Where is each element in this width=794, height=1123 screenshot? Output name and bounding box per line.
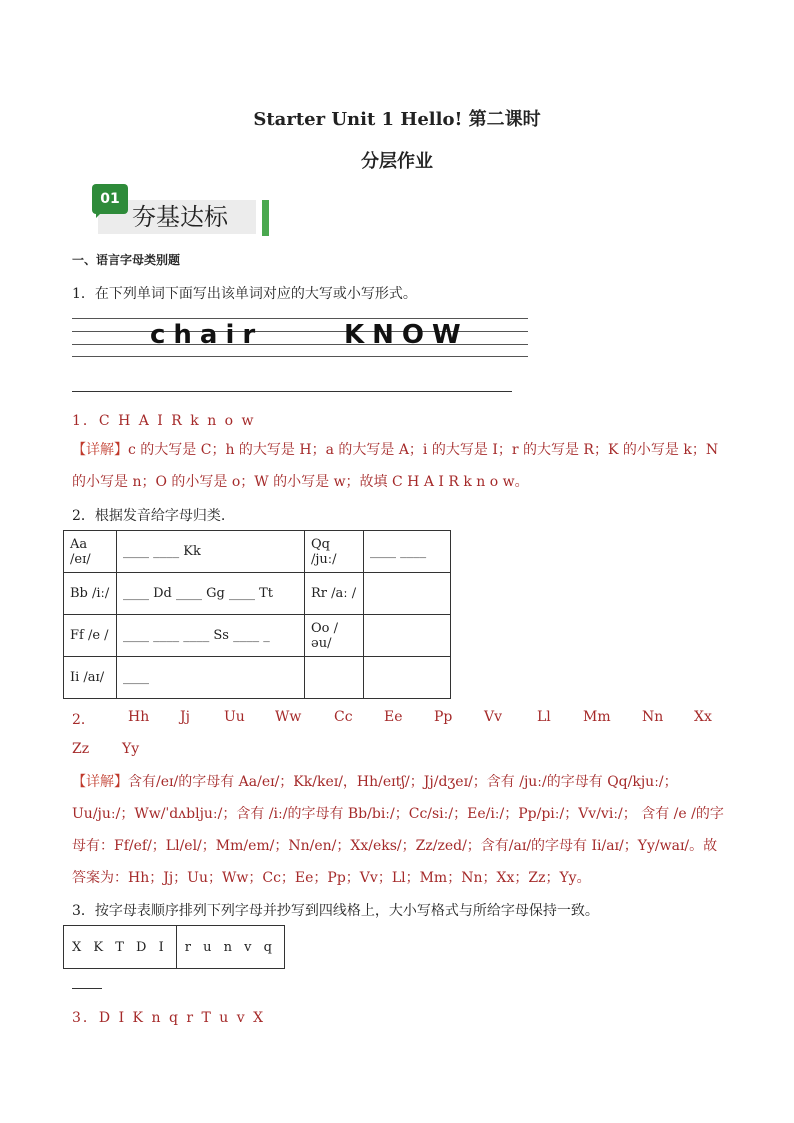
answer-letter: Cc — [334, 709, 353, 725]
table-cell: Ii /aɪ/ — [64, 657, 117, 699]
answer-letter: Mm — [583, 709, 611, 725]
table-cell: ____ ____ — [364, 531, 451, 573]
answer-letter: Zz — [72, 741, 90, 757]
letters-box-uppercase: X K T D I — [64, 926, 177, 969]
banner-label: 夯基达标 — [132, 203, 228, 231]
grid-line — [72, 318, 528, 319]
answer-letter: Xx — [694, 709, 712, 725]
badge-tail-icon — [96, 212, 102, 218]
answer-line — [72, 988, 102, 989]
phonics-table — [63, 530, 451, 699]
table-row — [64, 615, 451, 657]
word-chair: chair — [150, 320, 264, 350]
table-row — [64, 926, 285, 969]
table-cell: Ff /e / — [64, 615, 117, 657]
detail-tag: 【详解】 — [72, 774, 128, 790]
answer-letter: Ww — [275, 709, 302, 725]
answer-letter: Nn — [642, 709, 664, 725]
section-heading: 一、语言字母类别题 — [72, 253, 181, 267]
page-subtitle: 分层作业 — [361, 151, 433, 172]
answer-letter: Hh — [128, 709, 150, 725]
table-cell — [364, 657, 451, 699]
answer-letter: Yy — [122, 741, 140, 757]
answer-line — [72, 391, 512, 392]
table-cell — [364, 615, 451, 657]
banner-accent — [262, 200, 269, 236]
word-know: KNOW — [344, 320, 469, 350]
table-row — [64, 531, 451, 573]
table-row — [64, 657, 451, 699]
answer-letter: Vv — [484, 709, 503, 725]
table-cell — [364, 573, 451, 615]
page-title: Starter Unit 1 Hello! 第二课时 — [253, 109, 541, 130]
table-cell: ____ ____ ____ Ss ____ _ — [117, 615, 305, 657]
table-cell: ____ Dd ____ Gg ____ Tt — [117, 573, 305, 615]
letters-box — [63, 925, 285, 969]
question-1-detail — [72, 434, 726, 498]
table-cell: Oo /əu/ — [305, 615, 364, 657]
answer-letter: Jj — [180, 709, 190, 725]
banner-badge: 01 — [92, 184, 128, 214]
table-cell: Aa /eɪ/ — [64, 531, 117, 573]
question-2-prompt: 2．根据发音给字母归类. — [72, 508, 226, 524]
table-row — [64, 573, 451, 615]
four-line-grid — [72, 314, 528, 358]
question-2-detail — [72, 766, 726, 894]
answer-letter: Pp — [434, 709, 453, 725]
question-3-prompt: 3．按字母表顺序排列下列字母并抄写到四线格上，大小写格式与所给字母保持一致。 — [72, 903, 599, 919]
table-cell: Bb /iː/ — [64, 573, 117, 615]
detail-text: 含有/eɪ/的字母有 Aa/eɪ/；Kk/keɪ/，Hh/eɪtʃ/；Jj/dʒeɪ/；含有 /juː/的字母有 Qq/kjuː/；Uu/juː/；Ww/ˈdʌbljuː/；含有 /iː/的字母有 Bb/biː/；Cc/siː/；Ee/iː/；Pp/piː/；Vv/viː/； 含有 /e /的字母有：Ff/ef/；Ll/el/；Mm/em/；Nn/en/；Xx/eks/；Zz/zed/；含有/aɪ/的字母有 Ii/aɪ/；Yy/waɪ/。故答案为：Hh；Jj；Uu；Ww；Cc；Ee；Pp；Vv；Ll；Mm；Nn；Xx；Zz；Yy。 — [72, 774, 724, 886]
table-cell — [305, 657, 364, 699]
section-banner — [88, 184, 272, 236]
detail-text: c 的大写是 C；h 的大写是 H；a 的大写是 A；i 的大写是 I；r 的大写是 R；K 的小写是 k；N 的小写是 n；O 的小写是 o；W 的小写是 w；故填 C H A I R k n o w。 — [72, 442, 719, 490]
answer-letter: Uu — [224, 709, 245, 725]
table-cell: Qq /juː/ — [305, 531, 364, 573]
answer-letter: Ll — [537, 709, 551, 725]
letters-box-lowercase: r u n v q — [176, 926, 284, 969]
question-2-answer — [72, 709, 726, 769]
grid-line — [72, 356, 528, 357]
detail-tag: 【详解】 — [72, 442, 128, 458]
table-cell: Rr /aː / — [305, 573, 364, 615]
table-cell: ____ — [117, 657, 305, 699]
question-1-prompt: 1．在下列单词下面写出该单词对应的大写或小写形式。 — [72, 286, 417, 302]
table-cell: ____ ____ Kk — [117, 531, 305, 573]
answer-number: 2． — [72, 712, 95, 728]
answer-letter: Ee — [384, 709, 403, 725]
question-1-answer: 1．C H A I R k n o w — [72, 413, 256, 429]
question-3-answer: 3．D I K n q r T u v X — [72, 1010, 266, 1026]
